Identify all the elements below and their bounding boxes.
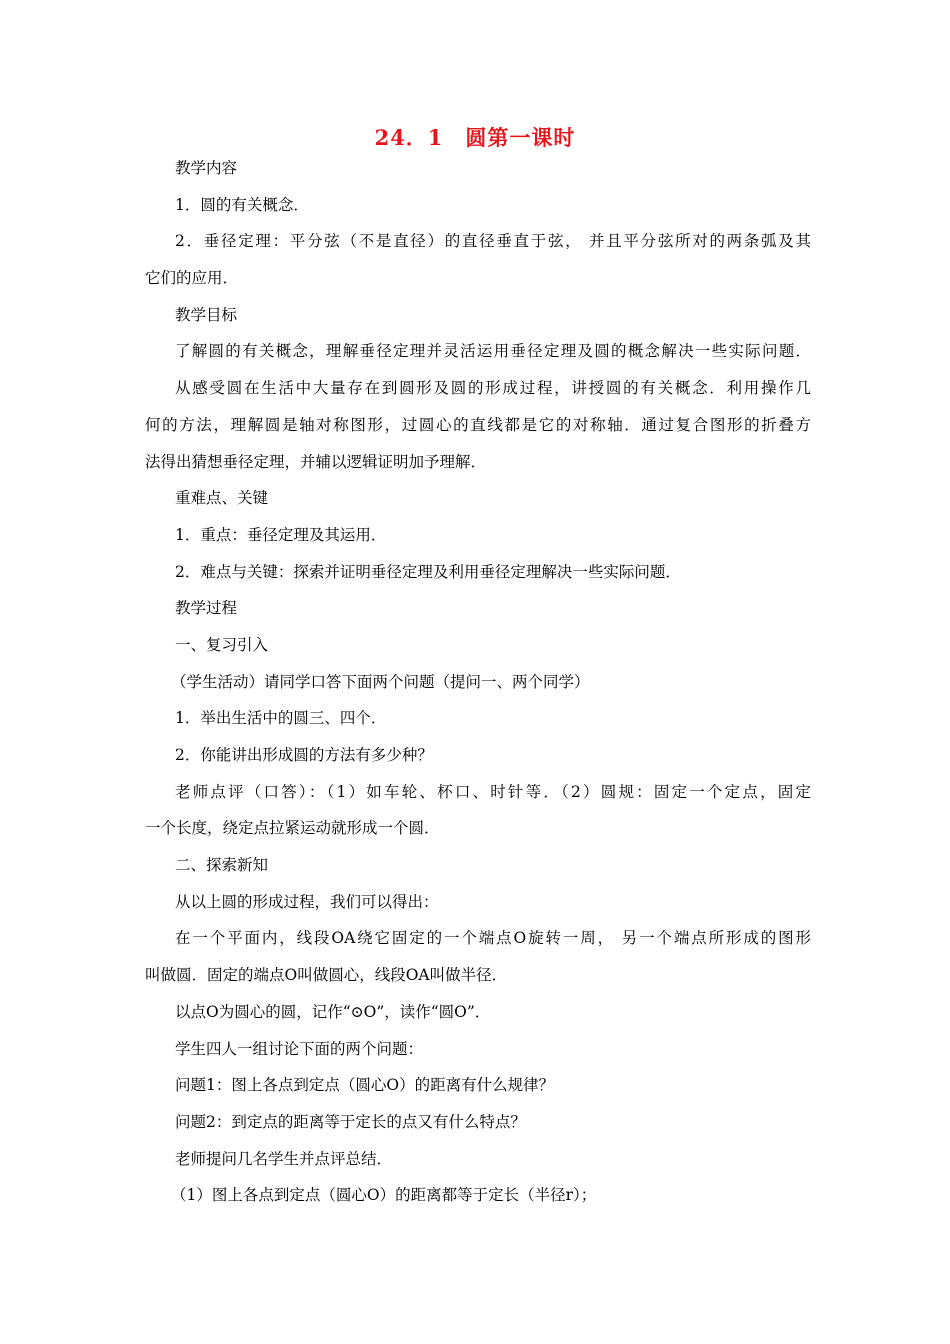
text-line: 叫做圆．固定的端点O叫做圆心，线段OA叫做半径． [145, 966, 508, 985]
text-line: （1）图上各点到定点（圆心O）的距离都等于定长（半径r）； [171, 1186, 597, 1205]
text-line: 一、复习引入 [175, 635, 269, 654]
text-line: 学生四人一组讨论下面的两个问题： [175, 1039, 424, 1058]
text-line: （学生活动）请同学口答下面两个问题（提问一、两个同学） [171, 672, 590, 691]
text-line: 教学内容 [175, 159, 238, 177]
text-line: 教学目标 [175, 305, 238, 324]
text-line: 教学过程 [175, 599, 238, 618]
document-body [145, 150, 811, 1214]
text-line: 它们的应用． [145, 269, 239, 288]
text-line: 以点O为圆心的圆，记作“⊙O”，读作“圆O”． [175, 1002, 491, 1021]
text-line: 1．重点：垂径定理及其运用． [175, 525, 387, 544]
text-line: 问题2：到定点的距离等于定长的点又有什么特点？ [175, 1112, 526, 1131]
text-line: 2．垂径定理：平分弦（不是直径）的直径垂直于弦， 并且平分弦所对的两条弧及其 [175, 232, 811, 251]
text-line: 1．举出生活中的圆三、四个． [175, 709, 387, 728]
text-line: 法得出猜想垂径定理，并辅以逻辑证明加予理解． [145, 452, 487, 471]
text-line: 从以上圆的形成过程，我们可以得出： [175, 892, 439, 911]
text-line: 老师提问几名学生并点评总结． [175, 1149, 393, 1168]
text-line: 了解圆的有关概念，理解垂径定理并灵活运用垂径定理及圆的概念解决一些实际问题． [175, 342, 811, 361]
text-line: 一个长度，绕定点拉紧运动就形成一个圆． [145, 819, 440, 838]
text-line: 1．圆的有关概念． [175, 195, 309, 214]
text-line: 2．你能讲出形成圆的方法有多少种？ [175, 746, 433, 764]
text-line: 2．难点与关键：探索并证明垂径定理及利用垂径定理解决一些实际问题． [175, 562, 681, 581]
text-line: 二、探索新知 [175, 856, 269, 875]
text-line: 重难点、关键 [175, 489, 269, 508]
text-line: 老师点评（口答）：（1）如车轮、杯口、时针等．（2）圆规：固定一个定点，固定 [175, 782, 811, 801]
text-line: 在一个平面内，线段OA绕它固定的一个端点O旋转一周， 另一个端点所形成的图形 [175, 929, 811, 948]
text-line: 问题1：图上各点到定点（圆心O）的距离有什么规律？ [175, 1076, 555, 1095]
text-line: 何的方法，理解圆是轴对称图形，过圆心的直线都是它的对称轴．通过复合图形的折叠方 [145, 415, 811, 434]
text-line: 从感受圆在生活中大量存在到圆形及圆的形成过程，讲授圆的有关概念．利用操作几 [175, 379, 811, 398]
document-title: 24．1 圆第一课时 [374, 125, 576, 150]
